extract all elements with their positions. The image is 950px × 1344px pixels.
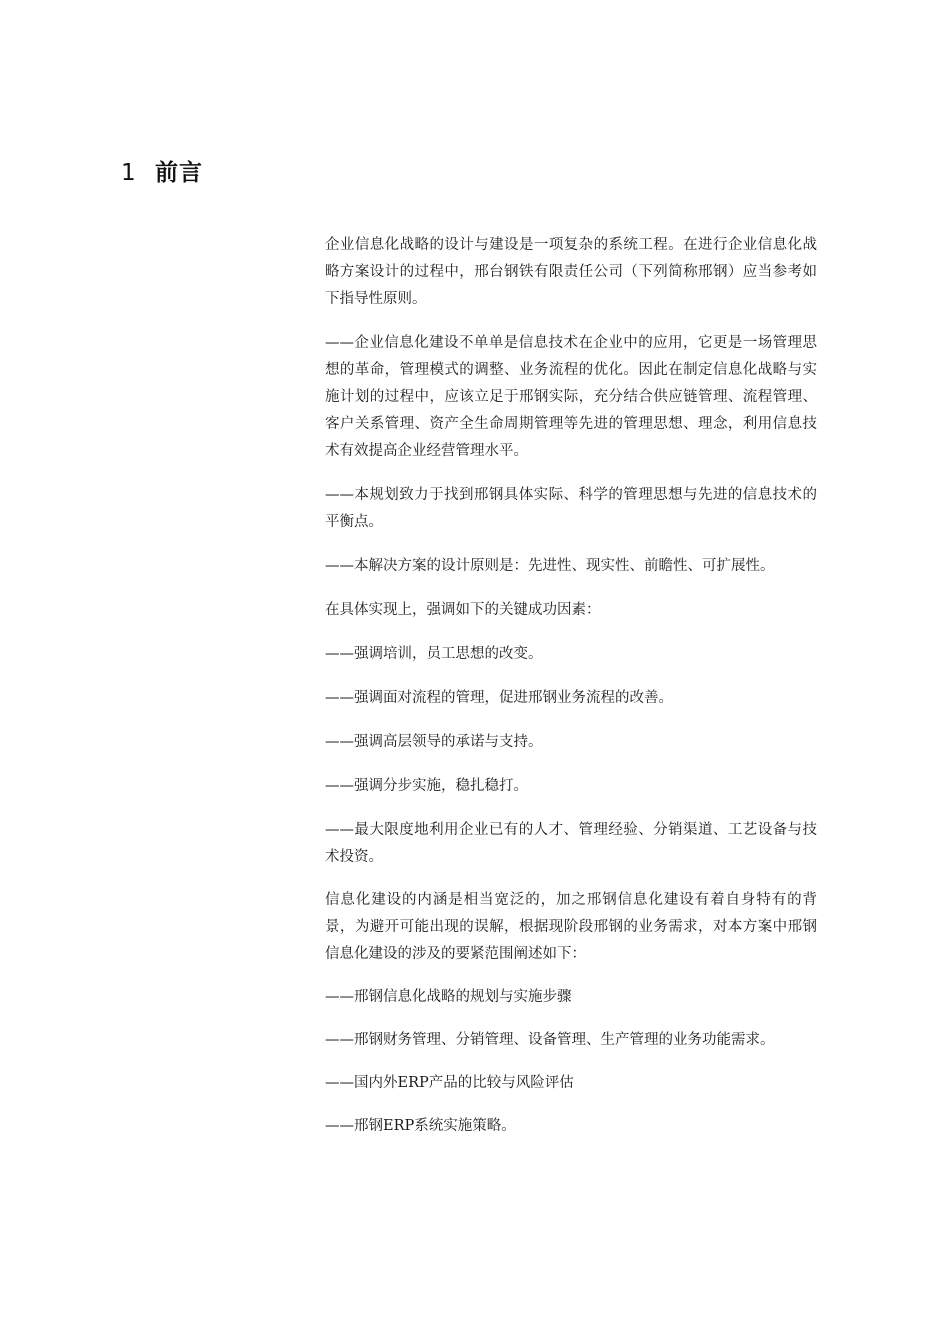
paragraph-principle-management: ——企业信息化建设不单单是信息技术在企业中的应用，它更是一场管理思想的革命，管理模式的调整、业务流程的优化。因此在制定信息化战略与实施计划的过程中，应该立足于邢钢实际，充分结合供应链管理、流程管理、客户关系管理、资产全生命周期管理等先进的管理思想、理念，利用信息技术有效提高企业经营管理水平。: [325, 335, 817, 459]
list-item-requirements: ——邢钢财务管理、分销管理、设备管理、生产管理的业务功能需求。: [325, 1032, 775, 1048]
section-title: 前言: [155, 160, 203, 186]
list-item-training: ——强调培训，员工思想的改变。: [325, 646, 543, 662]
paragraph-principle-design: ——本解决方案的设计原则是：先进性、现实性、前瞻性、可扩展性。: [325, 558, 775, 574]
section-heading: [121, 154, 203, 187]
paragraph-principle-balance: ——本规划致力于找到邢钢具体实际、科学的管理思想与先进的信息技术的平衡点。: [325, 487, 817, 530]
list-item-leadership: ——强调高层领导的承诺与支持。: [325, 734, 543, 750]
section-number: 1: [121, 160, 137, 186]
list-item-process: ——强调面对流程的管理，促进邢钢业务流程的改善。: [325, 690, 673, 706]
body-text: [325, 232, 817, 1140]
list-item-erp-strategy: ——邢钢ERP系统实施策略。: [325, 1118, 516, 1134]
list-item-strategy: ——邢钢信息化战略的规划与实施步骤: [325, 989, 572, 1005]
paragraph-scope-intro: 信息化建设的内涵是相当宽泛的，加之邢钢信息化建设有着自身特有的背景，为避开可能出现的误解，根据现阶段邢钢的业务需求，对本方案中邢钢信息化建设的涉及的要紧范围阐述如下：: [325, 892, 817, 962]
list-item-phased: ——强调分步实施，稳扎稳打。: [325, 778, 528, 794]
paragraph-intro: 企业信息化战略的设计与建设是一项复杂的系统工程。在进行企业信息化战略方案设计的过程中，邢台钢铁有限责任公司（下列简称邢钢）应当参考如下指导性原则。: [325, 237, 817, 307]
paragraph-success-factors-intro: 在具体实现上，强调如下的关键成功因素：: [325, 602, 601, 618]
list-item-erp-comparison: ——国内外ERP产品的比较与风险评估: [325, 1075, 574, 1091]
list-item-resources: ——最大限度地利用企业已有的人才、管理经验、分销渠道、工艺设备与技术投资。: [325, 822, 817, 865]
